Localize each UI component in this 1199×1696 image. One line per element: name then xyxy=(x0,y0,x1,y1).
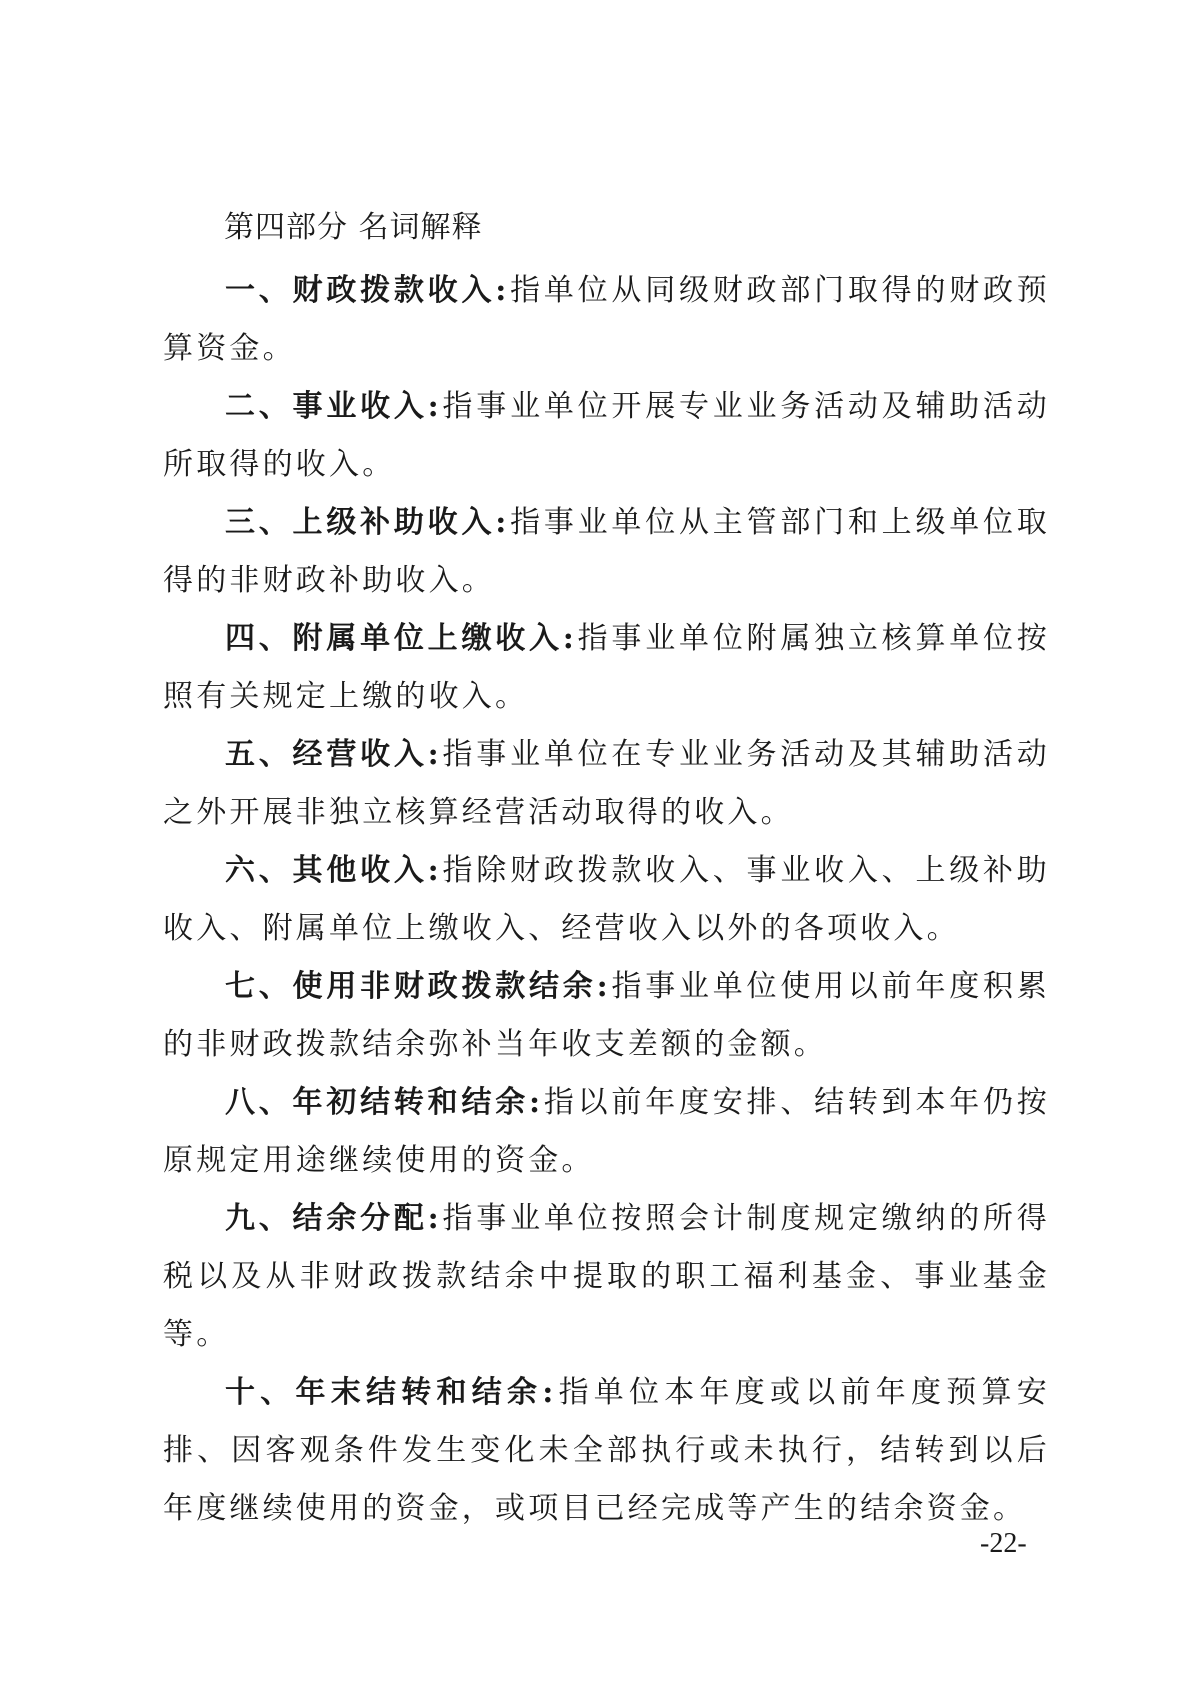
term-definition: 指事业单位使用以前年度积累的非财政拨款结余弥补当年收支差额的金额。 xyxy=(163,969,1050,1062)
term-definition: 指单位从同级财政部门取得的财政预算资金。 xyxy=(163,273,1050,366)
term-heading: 二、事业收入: xyxy=(225,389,442,424)
term-heading: 八、年初结转和结余: xyxy=(225,1085,544,1120)
glossary-list xyxy=(163,262,1050,1538)
glossary-entry-3 xyxy=(163,494,1050,610)
term-definition: 指事业单位附属独立核算单位按照有关规定上缴的收入。 xyxy=(163,621,1050,714)
term-heading: 七、使用非财政拨款结余: xyxy=(225,969,611,1004)
glossary-entry-7 xyxy=(163,958,1050,1074)
term-definition: 指以前年度安排、结转到本年仍按原规定用途继续使用的资金。 xyxy=(163,1085,1050,1178)
term-definition: 指事业单位按照会计制度规定缴纳的所得税以及从非财政拨款结余中提取的职工福利基金、事业基金等。 xyxy=(163,1201,1050,1352)
glossary-entry-4 xyxy=(163,610,1050,726)
glossary-entry-1 xyxy=(163,262,1050,378)
glossary-entry-9 xyxy=(163,1190,1050,1364)
glossary-entry-2 xyxy=(163,378,1050,494)
term-heading: 五、经营收入: xyxy=(225,737,442,772)
term-definition: 指事业单位在专业业务活动及其辅助活动之外开展非独立核算经营活动取得的收入。 xyxy=(163,737,1050,830)
term-heading: 十、年末结转和结余: xyxy=(225,1375,557,1410)
section-title: 第四部分 名词解释 xyxy=(224,210,483,245)
term-definition: 指单位本年度或以前年度预算安排、因客观条件发生变化未全部执行或未执行，结转到以后年度继续使用的资金，或项目已经完成等产生的结余资金。 xyxy=(163,1375,1050,1526)
glossary-entry-6 xyxy=(163,842,1050,958)
term-heading: 一、财政拨款收入: xyxy=(225,273,510,308)
term-definition: 指除财政拨款收入、事业收入、上级补助收入、附属单位上缴收入、经营收入以外的各项收入。 xyxy=(163,853,1050,946)
term-heading: 九、结余分配: xyxy=(225,1201,442,1236)
glossary-entry-8 xyxy=(163,1074,1050,1190)
glossary-entry-5 xyxy=(163,726,1050,842)
term-definition: 指事业单位从主管部门和上级单位取得的非财政补助收入。 xyxy=(163,505,1050,598)
term-definition: 指事业单位开展专业业务活动及辅助活动所取得的收入。 xyxy=(163,389,1050,482)
page-number: -22- xyxy=(980,1528,1027,1559)
glossary-entry-10 xyxy=(163,1364,1050,1538)
term-heading: 六、其他收入: xyxy=(225,853,442,888)
term-heading: 四、附属单位上缴收入: xyxy=(225,621,578,656)
term-heading: 三、上级补助收入: xyxy=(225,505,510,540)
